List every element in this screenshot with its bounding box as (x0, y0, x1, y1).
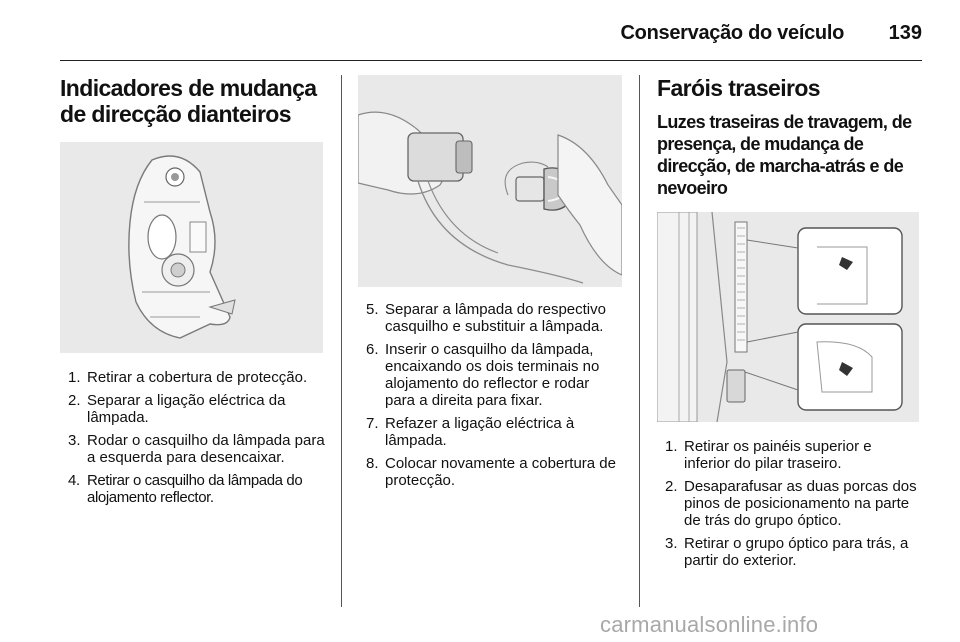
list-item: 2. Separar a ligação eléctrica da lâmpada. (68, 392, 286, 426)
steps-list-bulb (358, 301, 622, 489)
column-divider-right (639, 75, 640, 607)
left-column (60, 75, 326, 512)
list-item: 4. Retirar o casquilho da lâmpada do alojamento reflector. (68, 472, 303, 506)
bulb-replacement-illustration (358, 75, 622, 287)
front-indicator-lamp-illustration (60, 142, 323, 353)
middle-column (358, 75, 622, 495)
watermark: carmanualsonline.info (600, 612, 819, 637)
steps-list-rear (657, 438, 921, 569)
column-divider-left (341, 75, 342, 607)
list-item: 1. Retirar a cobertura de protecção. (68, 369, 308, 386)
list-item: 6. Inserir o casquilho da lâmpada, encaixando os dois terminais no alojamento do reflector e rodar para a direita para fixar. (366, 341, 600, 409)
list-item: 3. Rodar o casquilho da lâmpada para a esquerda para desencaixar. (68, 432, 325, 466)
section-heading-tail-lights: Faróis traseiros (657, 75, 820, 101)
list-item: 3. Retirar o grupo óptico para trás, a partir do exterior. (665, 535, 909, 569)
steps-list-front (60, 369, 326, 506)
header-title: Conservação do veículo (620, 22, 844, 44)
list-item: 7. Refazer a ligação eléctrica à lâmpada. (366, 415, 575, 449)
rear-light-cluster-illustration (657, 212, 919, 422)
right-column (657, 75, 921, 575)
page-number: 139 (888, 22, 922, 44)
subsection-heading-rear-lights: Luzes traseiras de travagem, de presença, de mudança de direcção, de marcha-atrás e de nevoeiro (657, 112, 912, 198)
list-item: 2. Desaparafusar as duas porcas dos pinos de posicionamento na parte de trás do grupo óptico. (665, 478, 917, 529)
page-header (60, 0, 922, 61)
section-heading-front-indicators: Indicadores de mudança de direcção dianteiros (60, 75, 317, 127)
list-item: 1. Retirar os painéis superior e inferior do pilar traseiro. (665, 438, 872, 472)
list-item: 8. Colocar novamente a cobertura de protecção. (366, 455, 616, 489)
list-item: 5. Separar a lâmpada do respectivo casquilho e substituir a lâmpada. (366, 301, 606, 335)
